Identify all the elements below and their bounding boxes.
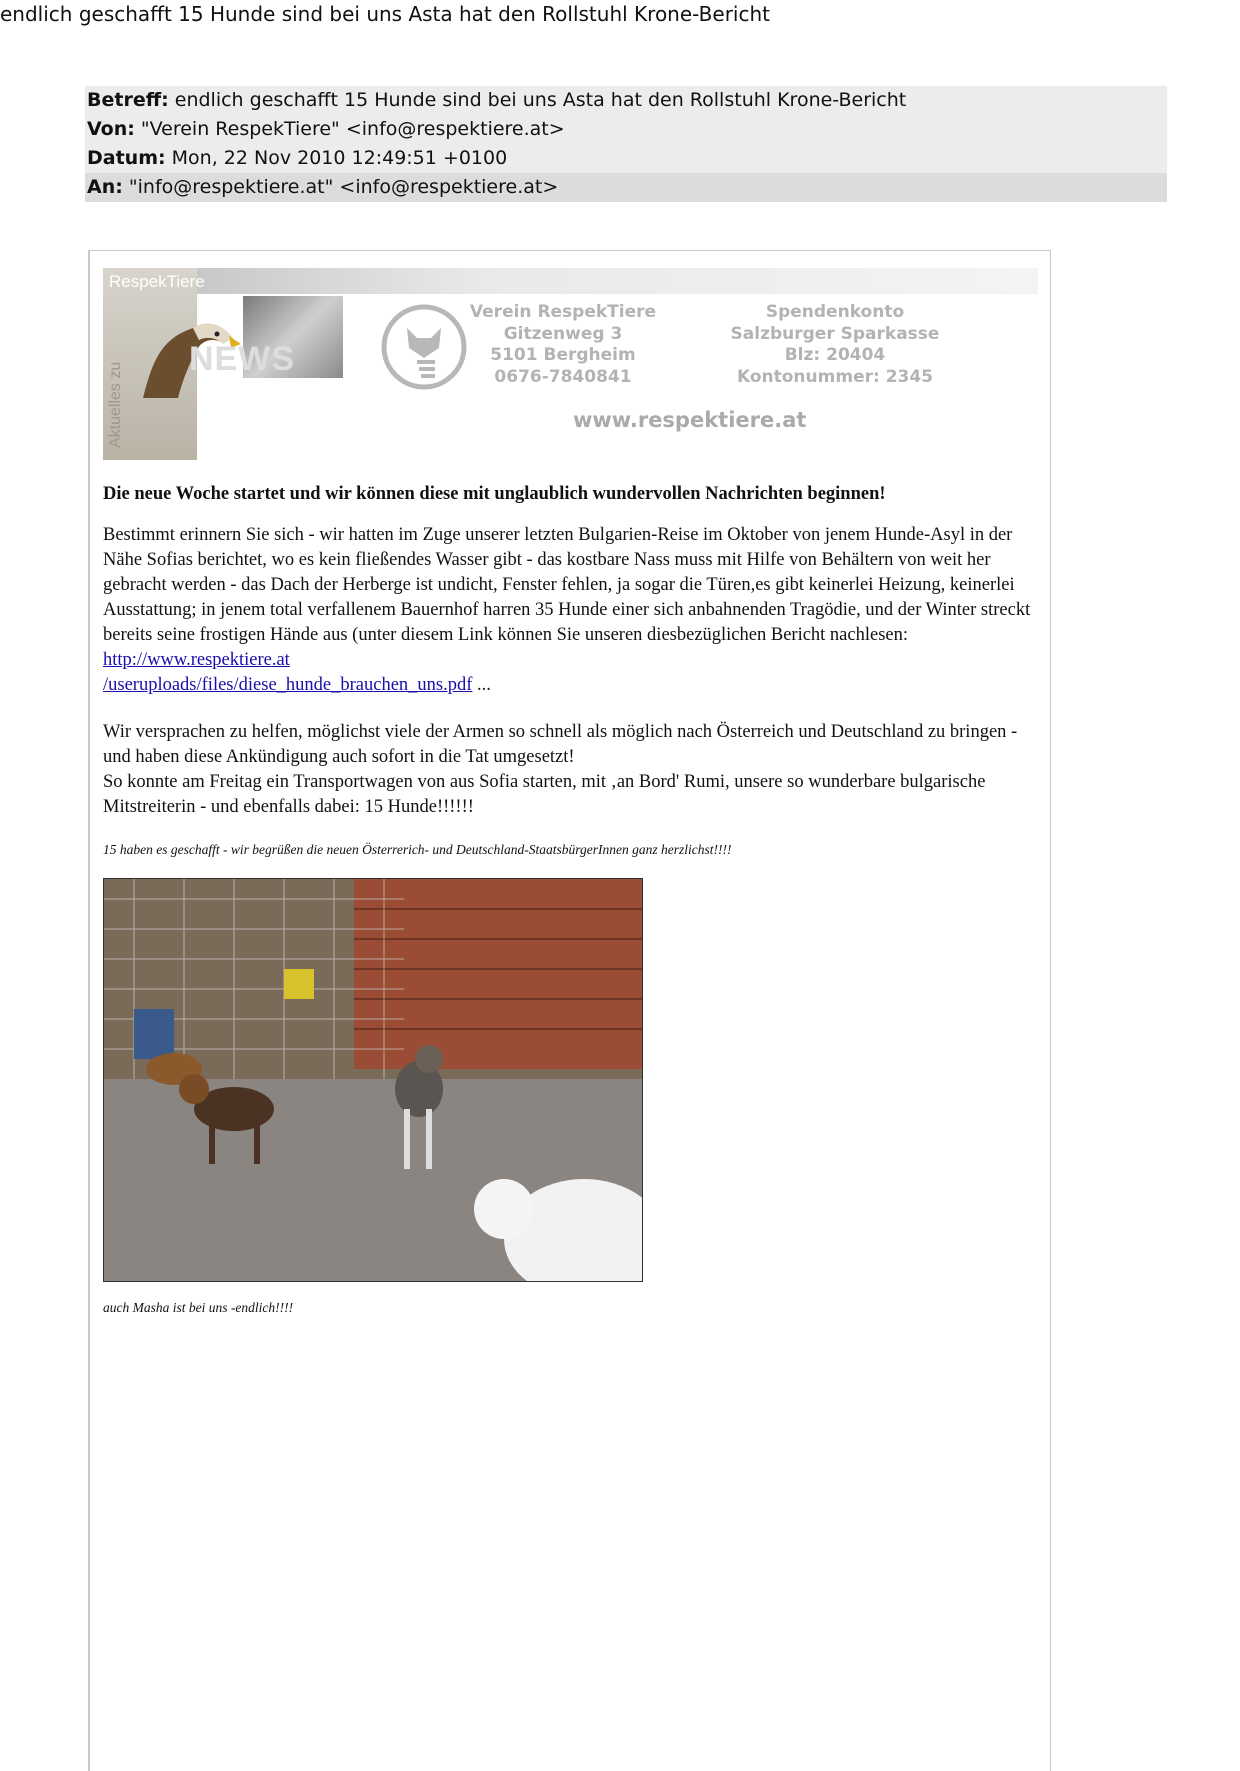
to-value: "info@respektiere.at" <info@respektiere.at> <box>128 176 559 198</box>
subject-value: endlich geschafft 15 Hunde sind bei uns Asta hat den Rollstuhl Krone-Bericht <box>174 89 907 111</box>
report-link-part-2[interactable]: /useruploads/files/diese_hunde_brauchen_uns.pdf <box>103 675 473 695</box>
article-paragraph-2 <box>103 720 1033 820</box>
bank-line: Kontonummer: 2345 <box>736 366 934 387</box>
paragraph-line: So konnte am Freitag ein Transportwagen von aus Sofia starten, mit ‚an Bord' Rumi, unsere so wunderbare bulgarische Mitstreiterin - und ebenfalls dabei: 15 Hunde!!!!!! <box>103 772 986 817</box>
bank-line: Spendenkonto <box>765 302 905 322</box>
date-row <box>85 144 1167 173</box>
date-value: Mon, 22 Nov 2010 12:49:51 +0100 <box>171 147 508 169</box>
article-body <box>103 484 1033 858</box>
report-link[interactable] <box>103 650 472 695</box>
org-line: Gitzenweg 3 <box>503 323 623 344</box>
banner-strip <box>103 268 1038 294</box>
dogs-photo <box>103 878 643 1282</box>
paragraph-text: Bestimmt erinnern Sie sich - wir hatten im Zuge unserer letzten Bulgarien-Reise im Oktober von jenem Hunde-Asyl in der Nähe Sofias berichtet, wo es kein fließendes Wasser gibt - das kostbare Nass muss mit Hilfe von Behältern von weit her gebracht werden - das Dach der Herberge ist undicht, Fenster fehlen, ja sogar die Türen,es gibt keinerlei Heizung, keinerlei Ausstattung; in jenem total verfallenem Bauernhof harren 35 Hunde einer sich anbahnenden Tragödie, und der Winter streckt bereits seine frostigen Hände aus (unter diesem Link können Sie unseren diesbezüglichen Bericht nachlesen: <box>103 525 1031 645</box>
bank-line: Salzburger Sparkasse <box>730 323 940 344</box>
subject-row <box>85 86 1167 115</box>
article-headline: Die neue Woche startet und wir können diese mit unglaublich wundervollen Nachrichten beginnen! <box>103 484 886 504</box>
bank-details <box>715 302 955 388</box>
page-title: endlich geschafft 15 Hunde sind bei uns Asta hat den Rollstuhl Krone-Bericht <box>0 2 770 26</box>
date-label: Datum: <box>87 147 166 169</box>
paragraph-end: ... <box>472 675 491 695</box>
article-paragraph-1 <box>103 523 1033 698</box>
news-label: NEWS <box>189 340 295 378</box>
bank-line: Blz: 20404 <box>784 345 886 365</box>
newsletter-banner <box>103 268 1038 460</box>
email-headers <box>85 86 1167 202</box>
to-label: An: <box>87 176 123 198</box>
subject-label: Betreff: <box>87 89 169 111</box>
org-line: 0676-7840841 <box>494 366 632 387</box>
from-label: Von: <box>87 118 135 140</box>
report-link-part-1[interactable]: http://www.respektiere.at <box>103 650 290 670</box>
logo-text: RespekTiere <box>109 272 205 291</box>
org-line: 5101 Bergheim <box>490 345 636 365</box>
org-line: Verein RespekTiere <box>469 302 657 322</box>
to-row <box>85 173 1167 202</box>
website-label: www.respektiere.at <box>573 408 807 432</box>
org-address <box>443 302 683 388</box>
from-value: "Verein RespekTiere" <info@respektiere.at> <box>140 118 565 140</box>
from-row <box>85 115 1167 144</box>
photo-caption-2: auch Masha ist bei uns -endlich!!!! <box>103 1300 294 1315</box>
paragraph-line: Wir versprachen zu helfen, möglichst viele der Armen so schnell als möglich nach Österreich und Deutschland zu bringen - und haben diese Ankündigung auch sofort in die Tat umgesetzt! <box>103 722 1018 767</box>
photo-caption: 15 haben es geschafft - wir begrüßen die neuen Österrerich- und Deutschland-StaatsbürgerInnen ganz herzlichst!!!! <box>103 842 732 857</box>
side-text: Aktuelles zu <box>107 361 124 448</box>
dogs-photo-illustration <box>104 879 642 1281</box>
